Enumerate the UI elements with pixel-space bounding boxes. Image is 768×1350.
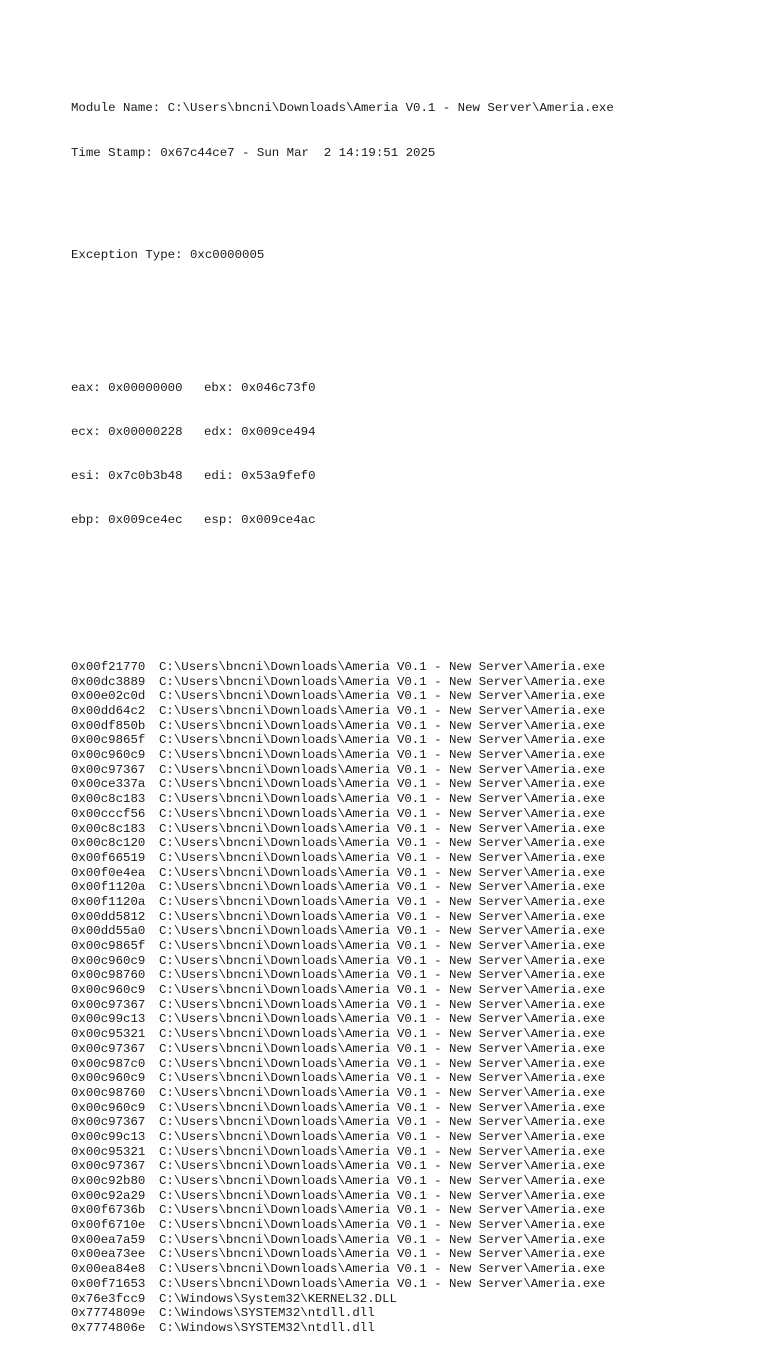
frame-address: 0x00c8c183 — [71, 792, 146, 807]
register-value: ecx: 0x00000228 — [71, 424, 183, 439]
frame-address: 0x00dd55a0 — [71, 924, 146, 939]
stack-frame-row — [71, 1262, 751, 1277]
register-value: edi: 0x53a9fef0 — [204, 468, 316, 483]
frame-address: 0x00f66519 — [71, 850, 146, 865]
frame-address: 0x00ce337a — [71, 777, 146, 792]
register-value: esp: 0x009ce4ac — [204, 512, 316, 527]
frame-module-path: C:\Users\bncni\Downloads\Ameria V0.1 - New Server\Ameria.exe — [159, 748, 606, 763]
frame-module-path: C:\Users\bncni\Downloads\Ameria V0.1 - New Server\Ameria.exe — [159, 880, 606, 895]
stack-frame-row — [71, 675, 751, 690]
frame-address: 0x00c8c120 — [71, 836, 146, 851]
frame-address: 0x00dd5812 — [71, 909, 146, 924]
crash-report — [71, 72, 751, 1350]
stack-frame-row — [71, 1115, 751, 1130]
stack-frame-row — [71, 1071, 751, 1086]
stack-frame-row — [71, 954, 751, 969]
stack-frame-row — [71, 1306, 751, 1321]
frame-module-path: C:\Users\bncni\Downloads\Ameria V0.1 - New Server\Ameria.exe — [159, 1218, 606, 1233]
frame-module-path: C:\Users\bncni\Downloads\Ameria V0.1 - New Server\Ameria.exe — [159, 909, 606, 924]
register-value: ebp: 0x009ce4ec — [71, 512, 183, 527]
frame-address: 0x00f21770 — [71, 659, 146, 674]
stack-frame-row — [71, 1277, 751, 1292]
frame-module-path: C:\Windows\SYSTEM32\ntdll.dll — [159, 1306, 375, 1321]
stack-frame-row — [71, 689, 751, 704]
frame-address: 0x00cccf56 — [71, 806, 146, 821]
stack-frame-row — [71, 836, 751, 851]
frame-module-path: C:\Users\bncni\Downloads\Ameria V0.1 - New Server\Ameria.exe — [159, 1232, 606, 1247]
register-value: edx: 0x009ce494 — [204, 424, 316, 439]
stack-frame-row — [71, 1247, 751, 1262]
frame-module-path: C:\Users\bncni\Downloads\Ameria V0.1 - New Server\Ameria.exe — [159, 865, 606, 880]
stack-frame-row — [71, 880, 751, 895]
frame-address: 0x00c9865f — [71, 939, 146, 954]
spacer — [71, 190, 751, 219]
stack-frame-row — [71, 807, 751, 822]
stack-frame-row — [71, 763, 751, 778]
stack-frame-row — [71, 1292, 751, 1307]
frame-module-path: C:\Users\bncni\Downloads\Ameria V0.1 - New Server\Ameria.exe — [159, 894, 606, 909]
frame-address: 0x00f1120a — [71, 880, 146, 895]
frame-address: 0x00f71653 — [71, 1276, 146, 1291]
stack-frame-row — [71, 777, 751, 792]
frame-address: 0x00c99c13 — [71, 1129, 146, 1144]
frame-module-path: C:\Users\bncni\Downloads\Ameria V0.1 - New Server\Ameria.exe — [159, 997, 606, 1012]
spacer — [71, 601, 751, 616]
frame-module-path: C:\Users\bncni\Downloads\Ameria V0.1 - New Server\Ameria.exe — [159, 1174, 606, 1189]
stack-frame-row — [71, 1159, 751, 1174]
frame-address: 0x00c98760 — [71, 968, 146, 983]
stack-frame-row — [71, 1203, 751, 1218]
module-name-line: Module Name: C:\Users\bncni\Downloads\Ameria V0.1 - New Server\Ameria.exe — [71, 101, 614, 116]
frame-module-path: C:\Users\bncni\Downloads\Ameria V0.1 - New Server\Ameria.exe — [159, 1159, 606, 1174]
frame-module-path: C:\Users\bncni\Downloads\Ameria V0.1 - New Server\Ameria.exe — [159, 1056, 606, 1071]
stack-frame-row — [71, 1233, 751, 1248]
frame-address: 0x00dc3889 — [71, 674, 146, 689]
frame-module-path: C:\Users\bncni\Downloads\Ameria V0.1 - New Server\Ameria.exe — [159, 1129, 606, 1144]
stack-frame-row — [71, 1189, 751, 1204]
frame-address: 0x00c987c0 — [71, 1056, 146, 1071]
frame-address: 0x00c99c13 — [71, 1012, 146, 1027]
frame-address: 0x00f0e4ea — [71, 865, 146, 880]
frame-address: 0x00c8c183 — [71, 821, 146, 836]
stack-frame-row — [71, 1101, 751, 1116]
stack-frame-row — [71, 968, 751, 983]
frame-module-path: C:\Users\bncni\Downloads\Ameria V0.1 - New Server\Ameria.exe — [159, 983, 606, 998]
frame-address: 0x00f1120a — [71, 894, 146, 909]
frame-module-path: C:\Users\bncni\Downloads\Ameria V0.1 - New Server\Ameria.exe — [159, 1276, 606, 1291]
stack-frame-row — [71, 704, 751, 719]
stack-trace — [71, 660, 751, 1336]
register-row — [71, 425, 751, 440]
frame-address: 0x00c960c9 — [71, 1071, 146, 1086]
frame-module-path: C:\Users\bncni\Downloads\Ameria V0.1 - New Server\Ameria.exe — [159, 1012, 606, 1027]
stack-frame-row — [71, 1218, 751, 1233]
frame-address: 0x00c92b80 — [71, 1174, 146, 1189]
frame-module-path: C:\Users\bncni\Downloads\Ameria V0.1 - New Server\Ameria.exe — [159, 792, 606, 807]
frame-module-path: C:\Users\bncni\Downloads\Ameria V0.1 - New Server\Ameria.exe — [159, 777, 606, 792]
stack-frame-row — [71, 792, 751, 807]
frame-address: 0x00c95321 — [71, 1144, 146, 1159]
frame-module-path: C:\Users\bncni\Downloads\Ameria V0.1 - New Server\Ameria.exe — [159, 762, 606, 777]
stack-frame-row — [71, 998, 751, 1013]
frame-address: 0x00c97367 — [71, 997, 146, 1012]
stack-frame-row — [71, 733, 751, 748]
stack-frame-row — [71, 1042, 751, 1057]
frame-address: 0x00dd64c2 — [71, 704, 146, 719]
frame-module-path: C:\Users\bncni\Downloads\Ameria V0.1 - New Server\Ameria.exe — [159, 806, 606, 821]
frame-module-path: C:\Users\bncni\Downloads\Ameria V0.1 - New Server\Ameria.exe — [159, 1188, 606, 1203]
frame-address: 0x00df850b — [71, 718, 146, 733]
stack-frame-row — [71, 1086, 751, 1101]
frame-module-path: C:\Users\bncni\Downloads\Ameria V0.1 - New Server\Ameria.exe — [159, 1247, 606, 1262]
frame-address: 0x00f6710e — [71, 1218, 146, 1233]
frame-module-path: C:\Users\bncni\Downloads\Ameria V0.1 - New Server\Ameria.exe — [159, 1262, 606, 1277]
frame-module-path: C:\Users\bncni\Downloads\Ameria V0.1 - New Server\Ameria.exe — [159, 1041, 606, 1056]
stack-frame-row — [71, 866, 751, 881]
frame-address: 0x00c97367 — [71, 1159, 146, 1174]
frame-address: 0x7774806e — [71, 1320, 146, 1335]
frame-module-path: C:\Windows\SYSTEM32\ntdll.dll — [159, 1320, 375, 1335]
frame-address: 0x00c97367 — [71, 1041, 146, 1056]
stack-frame-row — [71, 1321, 751, 1336]
frame-address: 0x00c960c9 — [71, 983, 146, 998]
register-row — [71, 381, 751, 396]
stack-frame-row — [71, 939, 751, 954]
frame-address: 0x00c95321 — [71, 1027, 146, 1042]
frame-module-path: C:\Users\bncni\Downloads\Ameria V0.1 - New Server\Ameria.exe — [159, 1115, 606, 1130]
frame-address: 0x00c97367 — [71, 1115, 146, 1130]
frame-module-path: C:\Users\bncni\Downloads\Ameria V0.1 - New Server\Ameria.exe — [159, 718, 606, 733]
frame-module-path: C:\Users\bncni\Downloads\Ameria V0.1 - New Server\Ameria.exe — [159, 733, 606, 748]
spacer — [71, 292, 751, 307]
frame-module-path: C:\Users\bncni\Downloads\Ameria V0.1 - New Server\Ameria.exe — [159, 1027, 606, 1042]
stack-frame-row — [71, 851, 751, 866]
stack-frame-row — [71, 1130, 751, 1145]
stack-frame-row — [71, 983, 751, 998]
frame-module-path: C:\Windows\System32\KERNEL32.DLL — [159, 1291, 397, 1306]
register-value: eax: 0x00000000 — [71, 380, 183, 395]
frame-address: 0x00c9865f — [71, 733, 146, 748]
frame-module-path: C:\Users\bncni\Downloads\Ameria V0.1 - New Server\Ameria.exe — [159, 924, 606, 939]
frame-address: 0x00ea73ee — [71, 1247, 146, 1262]
frame-address: 0x00c92a29 — [71, 1188, 146, 1203]
frame-address: 0x00c960c9 — [71, 748, 146, 763]
frame-module-path: C:\Users\bncni\Downloads\Ameria V0.1 - New Server\Ameria.exe — [159, 850, 606, 865]
frame-module-path: C:\Users\bncni\Downloads\Ameria V0.1 - New Server\Ameria.exe — [159, 821, 606, 836]
stack-frame-row — [71, 719, 751, 734]
registers-block — [71, 351, 751, 557]
frame-module-path: C:\Users\bncni\Downloads\Ameria V0.1 - New Server\Ameria.exe — [159, 689, 606, 704]
frame-module-path: C:\Users\bncni\Downloads\Ameria V0.1 - New Server\Ameria.exe — [159, 704, 606, 719]
frame-address: 0x00ea84e8 — [71, 1262, 146, 1277]
frame-module-path: C:\Users\bncni\Downloads\Ameria V0.1 - New Server\Ameria.exe — [159, 1100, 606, 1115]
frame-address: 0x00c98760 — [71, 1085, 146, 1100]
register-value: esi: 0x7c0b3b48 — [71, 468, 183, 483]
stack-frame-row — [71, 1057, 751, 1072]
frame-module-path: C:\Users\bncni\Downloads\Ameria V0.1 - New Server\Ameria.exe — [159, 939, 606, 954]
frame-module-path: C:\Users\bncni\Downloads\Ameria V0.1 - New Server\Ameria.exe — [159, 836, 606, 851]
frame-module-path: C:\Users\bncni\Downloads\Ameria V0.1 - New Server\Ameria.exe — [159, 674, 606, 689]
frame-address: 0x7774809e — [71, 1306, 146, 1321]
frame-address: 0x00c960c9 — [71, 1100, 146, 1115]
frame-module-path: C:\Users\bncni\Downloads\Ameria V0.1 - New Server\Ameria.exe — [159, 659, 606, 674]
stack-frame-row — [71, 895, 751, 910]
frame-module-path: C:\Users\bncni\Downloads\Ameria V0.1 - New Server\Ameria.exe — [159, 953, 606, 968]
stack-frame-row — [71, 748, 751, 763]
frame-address: 0x00f6736b — [71, 1203, 146, 1218]
frame-module-path: C:\Users\bncni\Downloads\Ameria V0.1 - New Server\Ameria.exe — [159, 968, 606, 983]
frame-address: 0x00e02c0d — [71, 689, 146, 704]
exception-type-line: Exception Type: 0xc0000005 — [71, 248, 265, 263]
timestamp-line: Time Stamp: 0x67c44ce7 - Sun Mar 2 14:19:51 2025 — [71, 145, 436, 160]
frame-module-path: C:\Users\bncni\Downloads\Ameria V0.1 - New Server\Ameria.exe — [159, 1071, 606, 1086]
frame-address: 0x76e3fcc9 — [71, 1291, 146, 1306]
stack-frame-row — [71, 1174, 751, 1189]
register-row — [71, 469, 751, 484]
stack-frame-row — [71, 1145, 751, 1160]
frame-address: 0x00ea7a59 — [71, 1232, 146, 1247]
register-row — [71, 513, 751, 528]
frame-module-path: C:\Users\bncni\Downloads\Ameria V0.1 - New Server\Ameria.exe — [159, 1203, 606, 1218]
stack-frame-row — [71, 1012, 751, 1027]
stack-frame-row — [71, 1027, 751, 1042]
frame-module-path: C:\Users\bncni\Downloads\Ameria V0.1 - New Server\Ameria.exe — [159, 1144, 606, 1159]
stack-frame-row — [71, 660, 751, 675]
register-value: ebx: 0x046c73f0 — [204, 380, 316, 395]
frame-address: 0x00c97367 — [71, 762, 146, 777]
stack-frame-row — [71, 910, 751, 925]
frame-address: 0x00c960c9 — [71, 953, 146, 968]
frame-module-path: C:\Users\bncni\Downloads\Ameria V0.1 - New Server\Ameria.exe — [159, 1085, 606, 1100]
stack-frame-row — [71, 924, 751, 939]
stack-frame-row — [71, 822, 751, 837]
